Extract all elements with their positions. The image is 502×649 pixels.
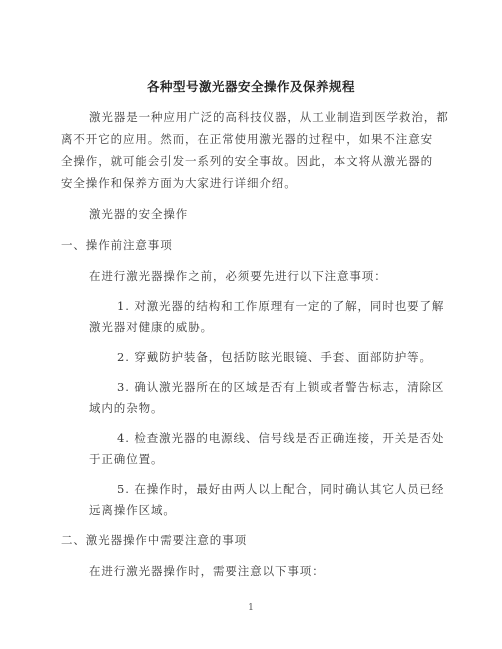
- item-5-line-2: 远离操作区域。: [89, 503, 176, 517]
- item-2-line-1: 2. 穿戴防护装备，包括防眩光眼镜、手套、面部防护等。: [117, 350, 432, 364]
- item-1-line-2: 激光器对健康的威胁。: [89, 320, 213, 334]
- sub1-intro: 在进行激光器操作之前，必须要先进行以下注意事项：: [89, 269, 387, 283]
- section-heading: 激光器的安全操作: [89, 207, 189, 221]
- item-4-line-2: 于正确位置。: [89, 452, 164, 466]
- sub2-intro: 在进行激光器操作时，需要注意以下事项：: [89, 564, 325, 578]
- document-title: 各种型号激光器安全操作及保养规程: [146, 79, 355, 94]
- intro-line-2: 离不开它的应用。然而，在正常使用激光器的过程中，如果不注意安: [61, 132, 433, 146]
- sub1-heading: 一、操作前注意事项: [61, 238, 173, 252]
- intro-line-3: 全操作，就可能会引发一系列的安全事故。因此，本文将从激光器的: [61, 154, 433, 168]
- intro-line-4: 安全操作和保养方面为大家进行详细介绍。: [61, 176, 297, 190]
- item-4-line-1: 4. 检查激光器的电源线、信号线是否正确连接，开关是否处: [117, 431, 445, 445]
- item-3-line-2: 域内的杂物。: [89, 401, 164, 415]
- intro-line-1: 激光器是一种应用广泛的高科技仪器，从工业制造到医学救治，都: [89, 110, 449, 124]
- item-1-line-1: 1. 对激光器的结构和工作原理有一定的了解，同时也要了解: [117, 299, 445, 313]
- item-5-line-1: 5. 在操作时，最好由两人以上配合，同时确认其它人员已经: [117, 482, 445, 496]
- item-3-line-1: 3. 确认激光器所在的区域是否有上锁或者警告标志，清除区: [117, 380, 445, 394]
- sub2-heading: 二、激光器操作中需要注意的事项: [61, 533, 247, 547]
- page-number: 1: [248, 603, 254, 613]
